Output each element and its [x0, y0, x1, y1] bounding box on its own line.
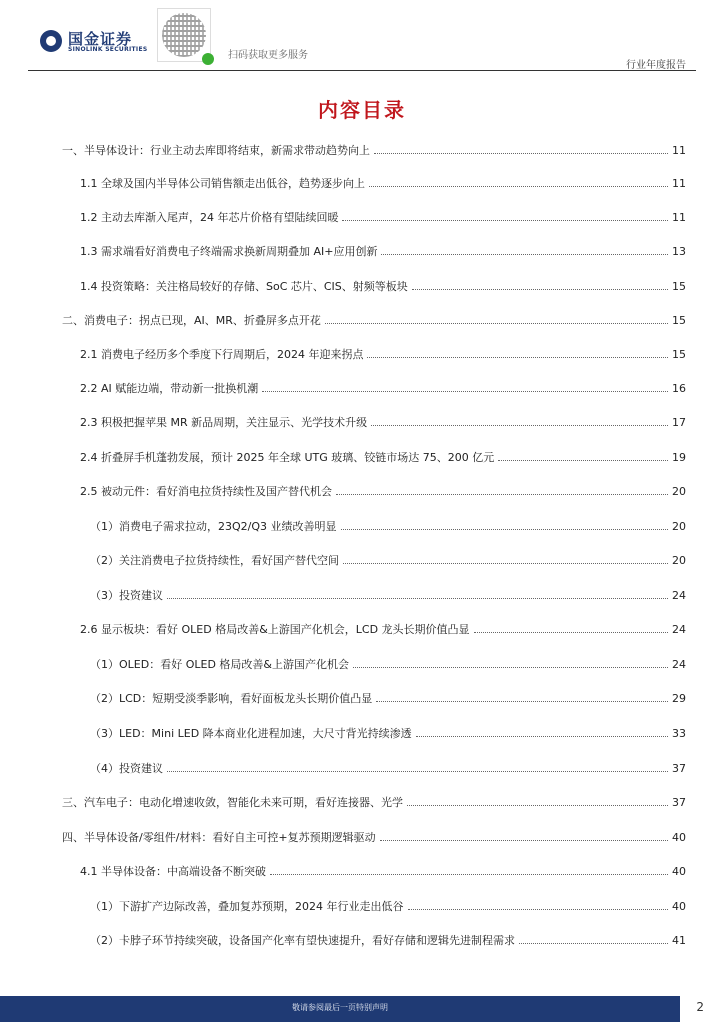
toc-entry-text: 三、汽车电子：电动化增速收敛，智能化未来可期，看好连接器、光学 [62, 796, 403, 809]
toc-entry-page: 37 [672, 762, 686, 775]
toc-leader [498, 452, 668, 461]
toc-entry[interactable] [80, 863, 686, 879]
company-name-en: SINOLINK SECURITIES [68, 46, 148, 53]
toc-leader [167, 763, 668, 772]
toc-entry[interactable] [80, 449, 686, 465]
toc-entry[interactable] [80, 380, 686, 396]
toc-entry[interactable] [80, 175, 686, 191]
toc-entry-page: 40 [672, 865, 686, 878]
toc-entry-text: 四、半导体设备/零组件/材料：看好自主可控+复苏预期逻辑驱动 [62, 831, 376, 844]
wechat-badge-icon [202, 53, 214, 65]
toc-entry[interactable] [80, 621, 686, 637]
toc-entry-page: 13 [672, 245, 686, 258]
toc-entry-text: 2.5 被动元件：看好消电拉货持续性及国产替代机会 [80, 485, 332, 498]
toc-entry-text: 1.2 主动去库渐入尾声，24 年芯片价格有望陆续回暖 [80, 211, 339, 224]
page-header [0, 0, 724, 72]
toc-entry[interactable] [90, 760, 686, 776]
toc-entry-page: 41 [672, 934, 686, 947]
toc-leader [374, 145, 668, 154]
toc-entry-text: （1）消费电子需求拉动，23Q2/Q3 业绩改善明显 [90, 520, 337, 533]
toc-entry-page: 11 [672, 211, 686, 224]
toc-entry-text: 1.4 投资策略：关注格局较好的存储、SoC 芯片、CIS、射频等板块 [80, 280, 408, 293]
toc-entry-text: （2）关注消费电子拉货持续性，看好国产替代空间 [90, 554, 339, 567]
toc-entry-page: 17 [672, 416, 686, 429]
toc-entry-text: 2.1 消费电子经历多个季度下行周期后，2024 年迎来拐点 [80, 348, 364, 361]
toc-entry-page: 15 [672, 314, 686, 327]
toc-entry-page: 24 [672, 658, 686, 671]
toc-entry[interactable] [80, 243, 686, 259]
toc-entry[interactable] [90, 518, 686, 534]
toc-entry-text: （1）下游扩产边际改善，叠加复苏预期，2024 年行业走出低谷 [90, 900, 404, 913]
toc-entry-text: 二、消费电子：拐点已现，AI、MR、折叠屏多点开花 [62, 314, 321, 327]
toc-leader [367, 349, 668, 358]
toc-leader [519, 935, 668, 944]
toc-entry-text: 1.3 需求端看好消费电子终端需求换新周期叠加 AI+应用创新 [80, 245, 378, 258]
toc-entry-page: 19 [672, 451, 686, 464]
toc-leader [371, 417, 668, 426]
toc-entry-page: 15 [672, 280, 686, 293]
toc-entry-page: 20 [672, 485, 686, 498]
toc-entry-page: 24 [672, 589, 686, 602]
toc-entry[interactable] [62, 312, 686, 328]
toc-entry[interactable] [90, 932, 686, 948]
toc-entry[interactable] [62, 794, 686, 810]
toc-leader [407, 797, 668, 806]
toc-entry[interactable] [90, 898, 686, 914]
toc-leader [474, 624, 668, 633]
toc-leader [369, 178, 668, 187]
toc-leader [336, 486, 668, 495]
toc-leader [376, 693, 668, 702]
toc-entry-page: 40 [672, 831, 686, 844]
toc-entry[interactable] [80, 414, 686, 430]
toc-entry[interactable] [90, 656, 686, 672]
toc-entry-text: （3）投资建议 [90, 589, 163, 602]
toc-entry-page: 29 [672, 692, 686, 705]
toc-entry[interactable] [90, 690, 686, 706]
toc-entry[interactable] [80, 483, 686, 499]
toc-entry-text: （1）OLED：看好 OLED 格局改善&上游国产化机会 [90, 658, 349, 671]
toc-entry[interactable] [80, 346, 686, 362]
toc-entry-page: 24 [672, 623, 686, 636]
toc-entry-text: （3）LED：Mini LED 降本商业化进程加速，大尺寸背光持续渗透 [90, 727, 412, 740]
toc-leader [381, 246, 668, 255]
toc-entry[interactable] [62, 142, 686, 158]
report-type-label: 行业年度报告 [626, 60, 686, 71]
toc-entry-text: （2）LCD：短期受淡季影响，看好面板龙头长期价值凸显 [90, 692, 373, 705]
toc-leader [270, 866, 668, 875]
toc-leader [342, 212, 668, 221]
page-number: 2 [696, 1000, 704, 1014]
toc-entry-text: 1.1 全球及国内半导体公司销售额走出低谷，趋势逐步向上 [80, 177, 365, 190]
toc-leader [167, 590, 668, 599]
qr-code-icon[interactable] [157, 8, 211, 62]
toc-entry-text: 2.2 AI 赋能边端，带动新一批换机潮 [80, 382, 259, 395]
toc-entry-page: 11 [672, 144, 686, 157]
toc-entry[interactable] [90, 725, 686, 741]
toc-leader [416, 728, 668, 737]
toc-entry[interactable] [90, 552, 686, 568]
toc-entry[interactable] [80, 278, 686, 294]
toc-entry-text: 2.4 折叠屏手机蓬勃发展，预计 2025 年全球 UTG 玻璃、铰链市场达 75、200 亿元 [80, 451, 495, 464]
scan-hint: 扫码获取更多服务 [228, 50, 308, 61]
footer-disclaimer: 敬请参阅最后一页特别声明 [292, 1003, 388, 1012]
toc-leader [408, 901, 669, 910]
toc-entry[interactable] [80, 209, 686, 225]
toc-leader [412, 281, 668, 290]
toc-entry-page: 20 [672, 554, 686, 567]
company-name-cn: 国金证券 [68, 30, 133, 48]
toc-leader [262, 383, 668, 392]
toc-leader [341, 521, 668, 530]
toc-entry-page: 15 [672, 348, 686, 361]
toc-entry[interactable] [90, 587, 686, 603]
toc-entry-text: 4.1 半导体设备：中高端设备不断突破 [80, 865, 266, 878]
toc-leader [380, 832, 668, 841]
toc-title: 内容目录 [318, 98, 406, 122]
toc-entry[interactable] [62, 829, 686, 845]
toc-entry-text: （4）投资建议 [90, 762, 163, 775]
toc-leader [325, 315, 668, 324]
toc-leader [343, 555, 668, 564]
toc-entry-text: 2.3 积极把握苹果 MR 新品周期，关注显示、光学技术升级 [80, 416, 368, 429]
company-logo-icon [40, 30, 62, 52]
toc-entry-page: 40 [672, 900, 686, 913]
toc-entry-text: 一、半导体设计：行业主动去库即将结束，新需求带动趋势向上 [62, 144, 370, 157]
toc-entry-text: （2）卡脖子环节持续突破，设备国产化率有望快速提升，看好存储和逻辑先进制程需求 [90, 934, 515, 947]
toc-entry-page: 20 [672, 520, 686, 533]
header-divider [28, 70, 696, 71]
toc-leader [353, 659, 668, 668]
toc-entry-page: 37 [672, 796, 686, 809]
toc-entry-text: 2.6 显示板块：看好 OLED 格局改善&上游国产化机会，LCD 龙头长期价值凸显 [80, 623, 470, 636]
toc-entry-page: 16 [672, 382, 686, 395]
toc-entry-page: 11 [672, 177, 686, 190]
toc-entry-page: 33 [672, 727, 686, 740]
